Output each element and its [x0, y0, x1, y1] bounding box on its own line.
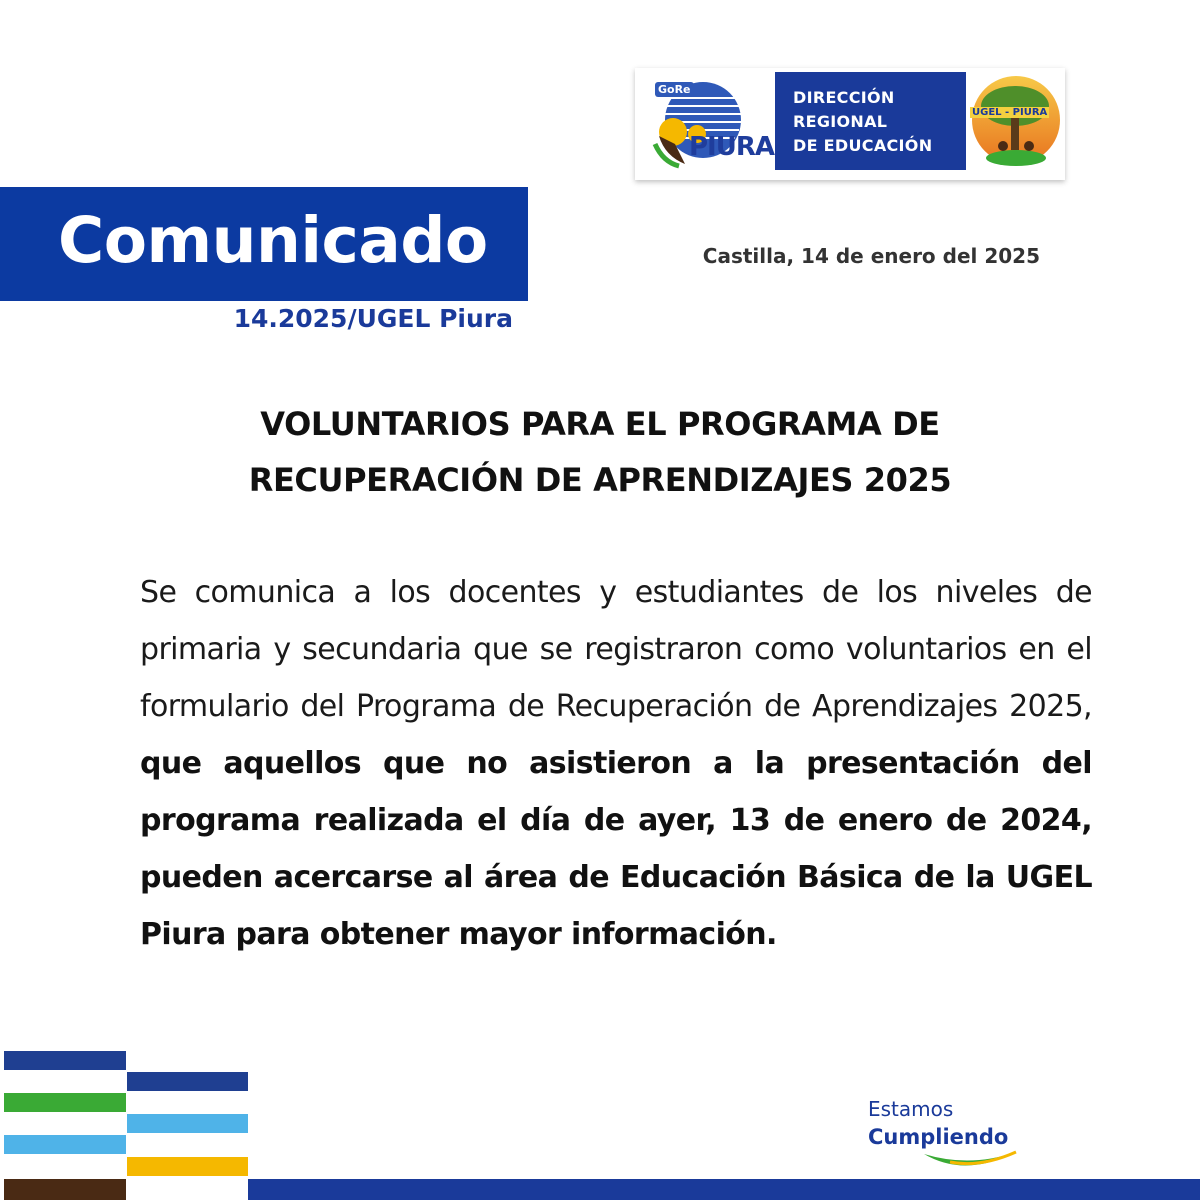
- dre-line-2: REGIONAL: [793, 112, 888, 131]
- stripe-lightblue-left: [4, 1135, 126, 1154]
- stripe-navy-left: [4, 1051, 126, 1070]
- stripe-green: [4, 1093, 126, 1112]
- comunicado-date: Castilla, 14 de enero del 2025: [702, 244, 1040, 268]
- ugel-logo-text: UGEL - PIURA: [972, 107, 1048, 118]
- comunicado-code: 14.2025/UGEL Piura: [233, 304, 513, 333]
- body-emphasis: que aquellos que no asistieron a la presentación del programa realizada el día de ayer, 13 de enero de 2024, pueden acercarse al área de Educación Básica de la UGEL Piura para obtener mayor información.: [140, 746, 1092, 952]
- logo-card: [635, 68, 1065, 180]
- stripe-brown: [4, 1179, 126, 1200]
- headline-line-2: RECUPERACIÓN DE APRENDIZAJES 2025: [248, 461, 952, 499]
- direccion-regional-logo: [775, 72, 966, 170]
- headline: [150, 396, 1050, 508]
- body-intro: Se comunica a los docentes y estudiantes de los niveles de primaria y secundaria que se registraron como voluntarios en el formulario del Programa de Recuperación de Aprendizajes 2025,: [140, 575, 1092, 724]
- page-title: Comunicado: [58, 204, 488, 277]
- dre-line-1: DIRECCIÓN: [793, 88, 895, 107]
- gore-word: PIURA: [689, 132, 774, 162]
- stripe-navy-right: [127, 1072, 248, 1091]
- stripe-yellow: [127, 1157, 248, 1176]
- dre-line-3: DE EDUCACIÓN: [793, 136, 933, 155]
- bottom-bar: [248, 1179, 1200, 1200]
- slogan-line-1: Estamos: [868, 1097, 954, 1121]
- stripe-lightblue-right: [127, 1114, 248, 1133]
- slogan-swoosh-icon: [920, 1148, 1020, 1174]
- body-paragraph: [140, 564, 1092, 963]
- headline-line-1: VOLUNTARIOS PARA EL PROGRAMA DE: [260, 405, 940, 443]
- slogan-line-2: Cumpliendo: [868, 1125, 1009, 1149]
- gore-small-label: GoRe: [655, 82, 694, 97]
- gore-piura-logo: [645, 74, 774, 174]
- ugel-piura-logo: [967, 72, 1065, 172]
